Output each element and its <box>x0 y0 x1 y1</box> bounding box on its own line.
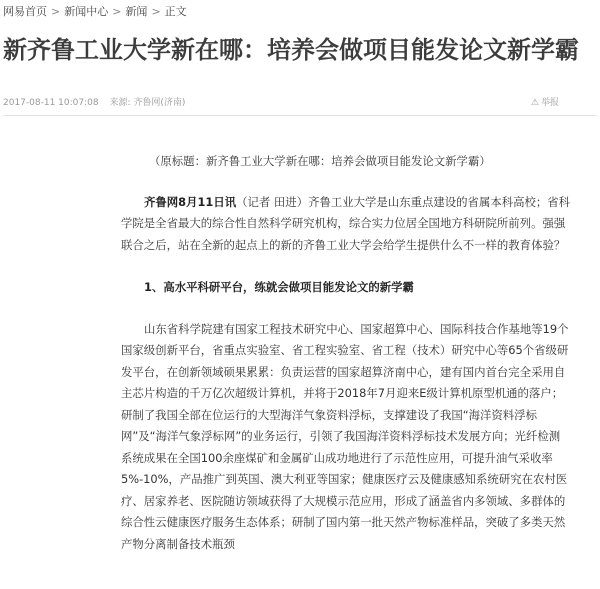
breadcrumb-separator: > <box>51 5 61 18</box>
publish-datetime: 2017-08-11 10:07:08 <box>3 98 99 108</box>
breadcrumb-separator: > <box>112 5 122 18</box>
breadcrumb-item-news[interactable]: 新闻 <box>125 5 148 18</box>
breadcrumb-item-home[interactable]: 网易首页 <box>3 5 47 18</box>
dateline: 齐鲁网8月11日讯 <box>144 194 237 209</box>
source-link[interactable]: 齐鲁网(济南) <box>133 98 186 108</box>
breadcrumb-item-news-center[interactable]: 新闻中心 <box>64 5 109 18</box>
breadcrumb <box>3 4 187 20</box>
report-label: 举报 <box>540 98 559 108</box>
report-button[interactable] <box>531 96 559 110</box>
lead-text: （记者 田进）齐鲁工业大学是山东重点建设的省属本科高校；省科学院是全省最大的综合性自然科学研究机构，综合实力位居全国地方科研院所前列。强强联合之后，站在全新的起点上的新的齐鲁工业大学会给学生提供什么不一样的教育体验？ <box>121 194 571 252</box>
article-title: 新齐鲁工业大学新在哪：培养会做项目能发论文新学霸 <box>3 36 579 64</box>
source-label: 来源: <box>109 98 131 108</box>
article-body <box>121 151 571 555</box>
original-title: （原标题：新齐鲁工业大学新在哪：培养会做项目能发论文新学霸） <box>149 154 491 168</box>
warning-icon: ⚠ <box>530 98 539 108</box>
article-meta <box>3 96 593 110</box>
lead-paragraph <box>121 192 571 257</box>
breadcrumb-item-current: 正文 <box>164 5 187 18</box>
section-heading: 1、高水平科研平台，练就会做项目能发论文的新学霸 <box>144 280 414 294</box>
breadcrumb-separator: > <box>151 5 161 18</box>
meta-divider <box>3 115 597 116</box>
body-paragraph: 山东省科学院建有国家工程技术研究中心、国家超算中心、国际科技合作基地等19个国家级创新平台，省重点实验室、省工程实验室、省工程（技术）研究中心等65个省级研发平台，在创新领域硕果累累：负责运营的国家超算济南中心，建有国内首台完全采用自主芯片构造的千万亿次超级计算机，并将于2018年7月迎来E级计算机原型机通的落户；研制了我国全部在位运行的大型海洋气象资料浮标，支撑建设了我国“海洋资料浮标网”及“海洋气象浮标网”的业务运行，引领了我国海洋资料浮标技术发展方向；光纤检测系统成果在全国100余座煤矿和金属矿山成功地进行了示范性应用，可提升油气采收率5%-10%，产品推广到英国、澳大利亚等国家；健康医疗云及健康感知系统研究在农村医疗、居家养老、医院随访领域获得了大规模示范应用，形成了涵盖省内多领域、多群体的综合性云健康医疗服务生态体系；研制了国内第一批天然产物标准样品，突破了多类天然产物分离制备技术瓶颈 <box>121 321 569 551</box>
